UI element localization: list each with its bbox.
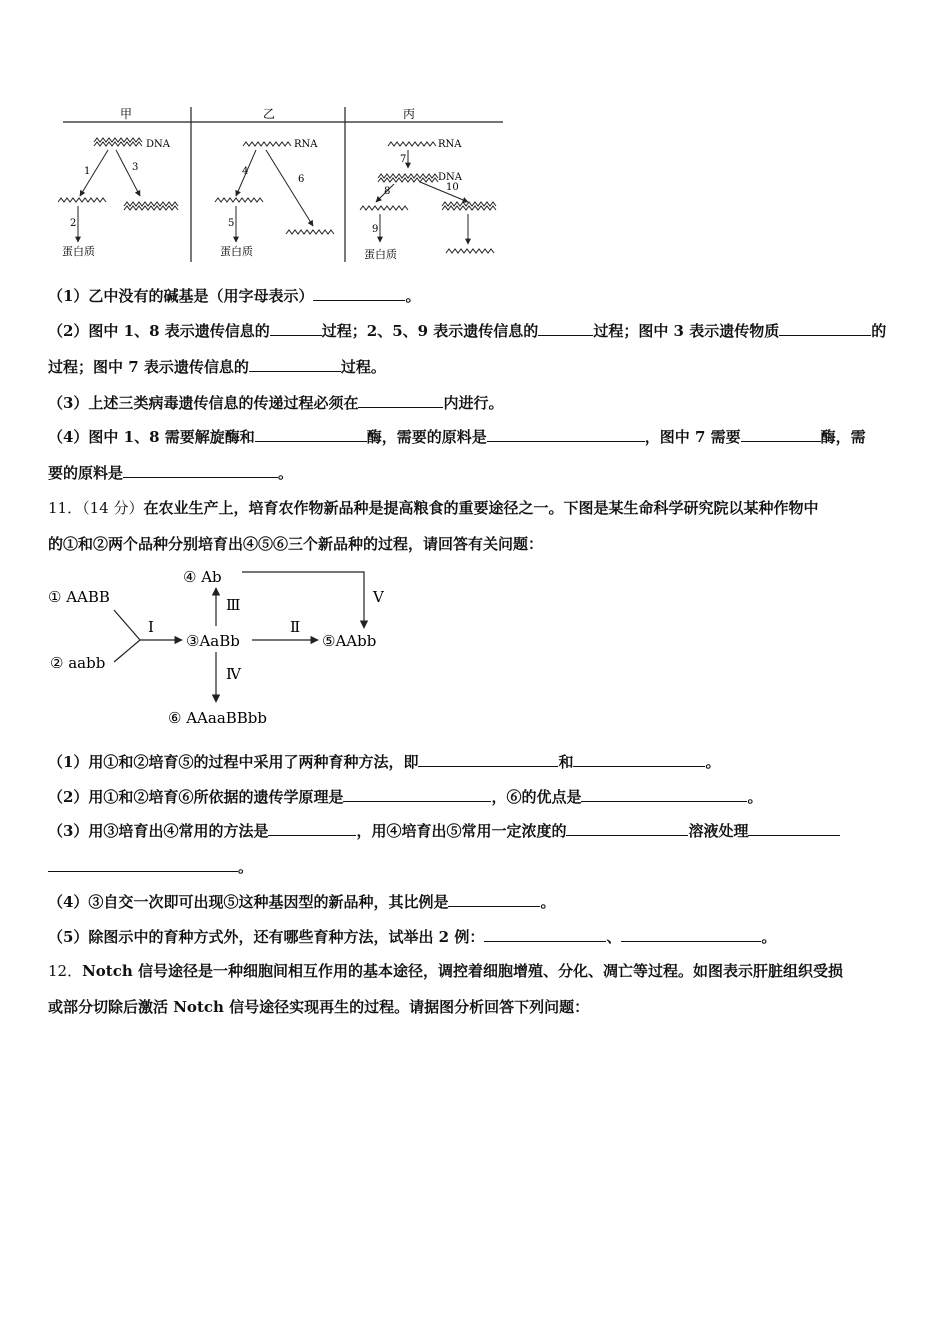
answer-blank[interactable]	[741, 426, 821, 442]
protein-label: 蛋白质	[62, 245, 95, 258]
answer-blank[interactable]	[48, 856, 238, 872]
breeding-process-diagram	[40, 562, 420, 732]
q11-stem-cont: 的①和②两个品种分别培育出④⑤⑥三个新品种的过程，请回答有关问题：	[48, 535, 544, 553]
q11-part5: （5）除图示中的育种方式外，还有哪些育种方法，试举出 2 例： 、 。	[48, 928, 777, 946]
answer-blank[interactable]	[268, 820, 356, 836]
dna-label: DNA	[146, 139, 170, 150]
arrow-number: 7	[400, 154, 407, 165]
answer-blank[interactable]	[270, 320, 322, 336]
q10-part4-cont: 要的原料是 。	[48, 464, 294, 482]
answer-blank[interactable]	[249, 356, 341, 372]
q10-part4: （4）图中 1、8 需要解旋酶和 酶，需要的原料是 ，图中 7 需要 酶，需	[48, 428, 866, 446]
q11-stem: 11．（14 分）在农业生产上，培育农作物新品种是提高粮食的重要途径之一。下图是某生命科学研究院以某种作物中	[48, 499, 819, 517]
answer-blank[interactable]	[573, 751, 705, 767]
step-5-label: Ⅴ	[373, 588, 384, 606]
arrow-number: 9	[372, 224, 379, 235]
q10-part2-cont: 过程；图中 7 表示遗传信息的 过程。	[48, 358, 386, 376]
arrow-number: 3	[132, 162, 139, 173]
answer-blank[interactable]	[748, 820, 840, 836]
answer-blank[interactable]	[255, 426, 367, 442]
answer-blank[interactable]	[343, 786, 491, 802]
panel-bing	[360, 139, 496, 261]
arrow-number: 1	[84, 166, 91, 177]
q11-part3: （3）用③培育出④常用的方法是 ，用④培育出⑤常用一定浓度的 溶液处理	[48, 820, 904, 842]
dna-strand	[94, 138, 142, 142]
variety-4: ④ Ab	[183, 568, 222, 586]
protein-label: 蛋白质	[220, 245, 253, 258]
q12-stem-cont: 或部分切除后激活 Notch 信号途径实现再生的过程。请据图分析回答下列问题：	[48, 998, 590, 1016]
answer-blank[interactable]	[418, 751, 558, 767]
variety-3: ③AaBb	[186, 632, 240, 650]
question-number: 12．	[48, 962, 83, 980]
panel-label-bing: 丙	[403, 107, 416, 121]
panel-label-yi: 乙	[263, 107, 276, 121]
rna-strand	[243, 142, 291, 146]
step-3-label: Ⅲ	[226, 596, 241, 614]
arrow-number: 5	[228, 218, 235, 229]
q11-part1: （1）用①和②培育⑤的过程中采用了两种育种方法，即 和 。	[48, 753, 721, 771]
panel-yi	[215, 139, 334, 258]
answer-blank[interactable]	[581, 786, 747, 802]
answer-blank[interactable]	[538, 320, 593, 336]
step-2-label: Ⅱ	[290, 618, 301, 636]
variety-6: ⑥ AAaaBBbb	[168, 709, 268, 727]
answer-blank[interactable]	[779, 320, 871, 336]
q11-part2: （2）用①和②培育⑥所依据的遗传学原理是 ，⑥的优点是 。	[48, 788, 763, 806]
variety-1: ① AABB	[48, 588, 110, 606]
question-number: 11．（14 分）	[48, 499, 144, 517]
q10-part3: （3）上述三类病毒遗传信息的传递过程必须在 内进行。	[48, 394, 504, 412]
dna-label: DNA	[438, 172, 462, 183]
answer-blank[interactable]	[487, 426, 645, 442]
step-1-label: Ⅰ	[148, 618, 154, 636]
answer-blank[interactable]	[484, 926, 606, 942]
mrna-strand	[58, 198, 106, 202]
answer-blank[interactable]	[448, 891, 540, 907]
arrow-number: 6	[298, 174, 305, 185]
arrow-number: 8	[384, 186, 391, 197]
step-4-label: Ⅳ	[226, 665, 241, 683]
q12-stem: 12．Notch 信号途径是一种细胞间相互作用的基本途径，调控着细胞增殖、分化、凋亡等过程。如图表示肝脏组织受损	[48, 962, 844, 980]
rna-label: RNA	[294, 139, 318, 150]
protein-label: 蛋白质	[364, 248, 397, 261]
panel-label-jia: 甲	[120, 107, 133, 121]
q11-part4: （4）③自交一次即可出现⑤这种基因型的新品种，其比例是 。	[48, 893, 556, 911]
answer-blank[interactable]	[566, 820, 688, 836]
answer-blank[interactable]	[358, 392, 443, 408]
arrow-number: 2	[70, 218, 77, 229]
arrow-number: 10	[446, 182, 459, 193]
q10-part2: （2）图中 1、8 表示遗传信息的 过程；2、5、9 表示遗传信息的 过程；图中 3 表示遗传物质 的	[48, 322, 887, 340]
answer-blank[interactable]	[621, 926, 761, 942]
variety-5: ⑤AAbb	[322, 632, 377, 650]
answer-blank[interactable]	[313, 285, 405, 301]
answer-blank[interactable]	[123, 462, 278, 478]
virus-information-flow-figure	[58, 102, 508, 267]
q11-part3-cont: 。	[48, 856, 904, 878]
rna-label: RNA	[438, 139, 462, 150]
arrow-number: 4	[242, 166, 249, 177]
q10-part1: （1）乙中没有的碱基是（用字母表示） 。	[48, 287, 421, 305]
panel-jia	[58, 138, 178, 258]
variety-2: ② aabb	[50, 654, 106, 672]
rna-strand	[388, 142, 436, 146]
